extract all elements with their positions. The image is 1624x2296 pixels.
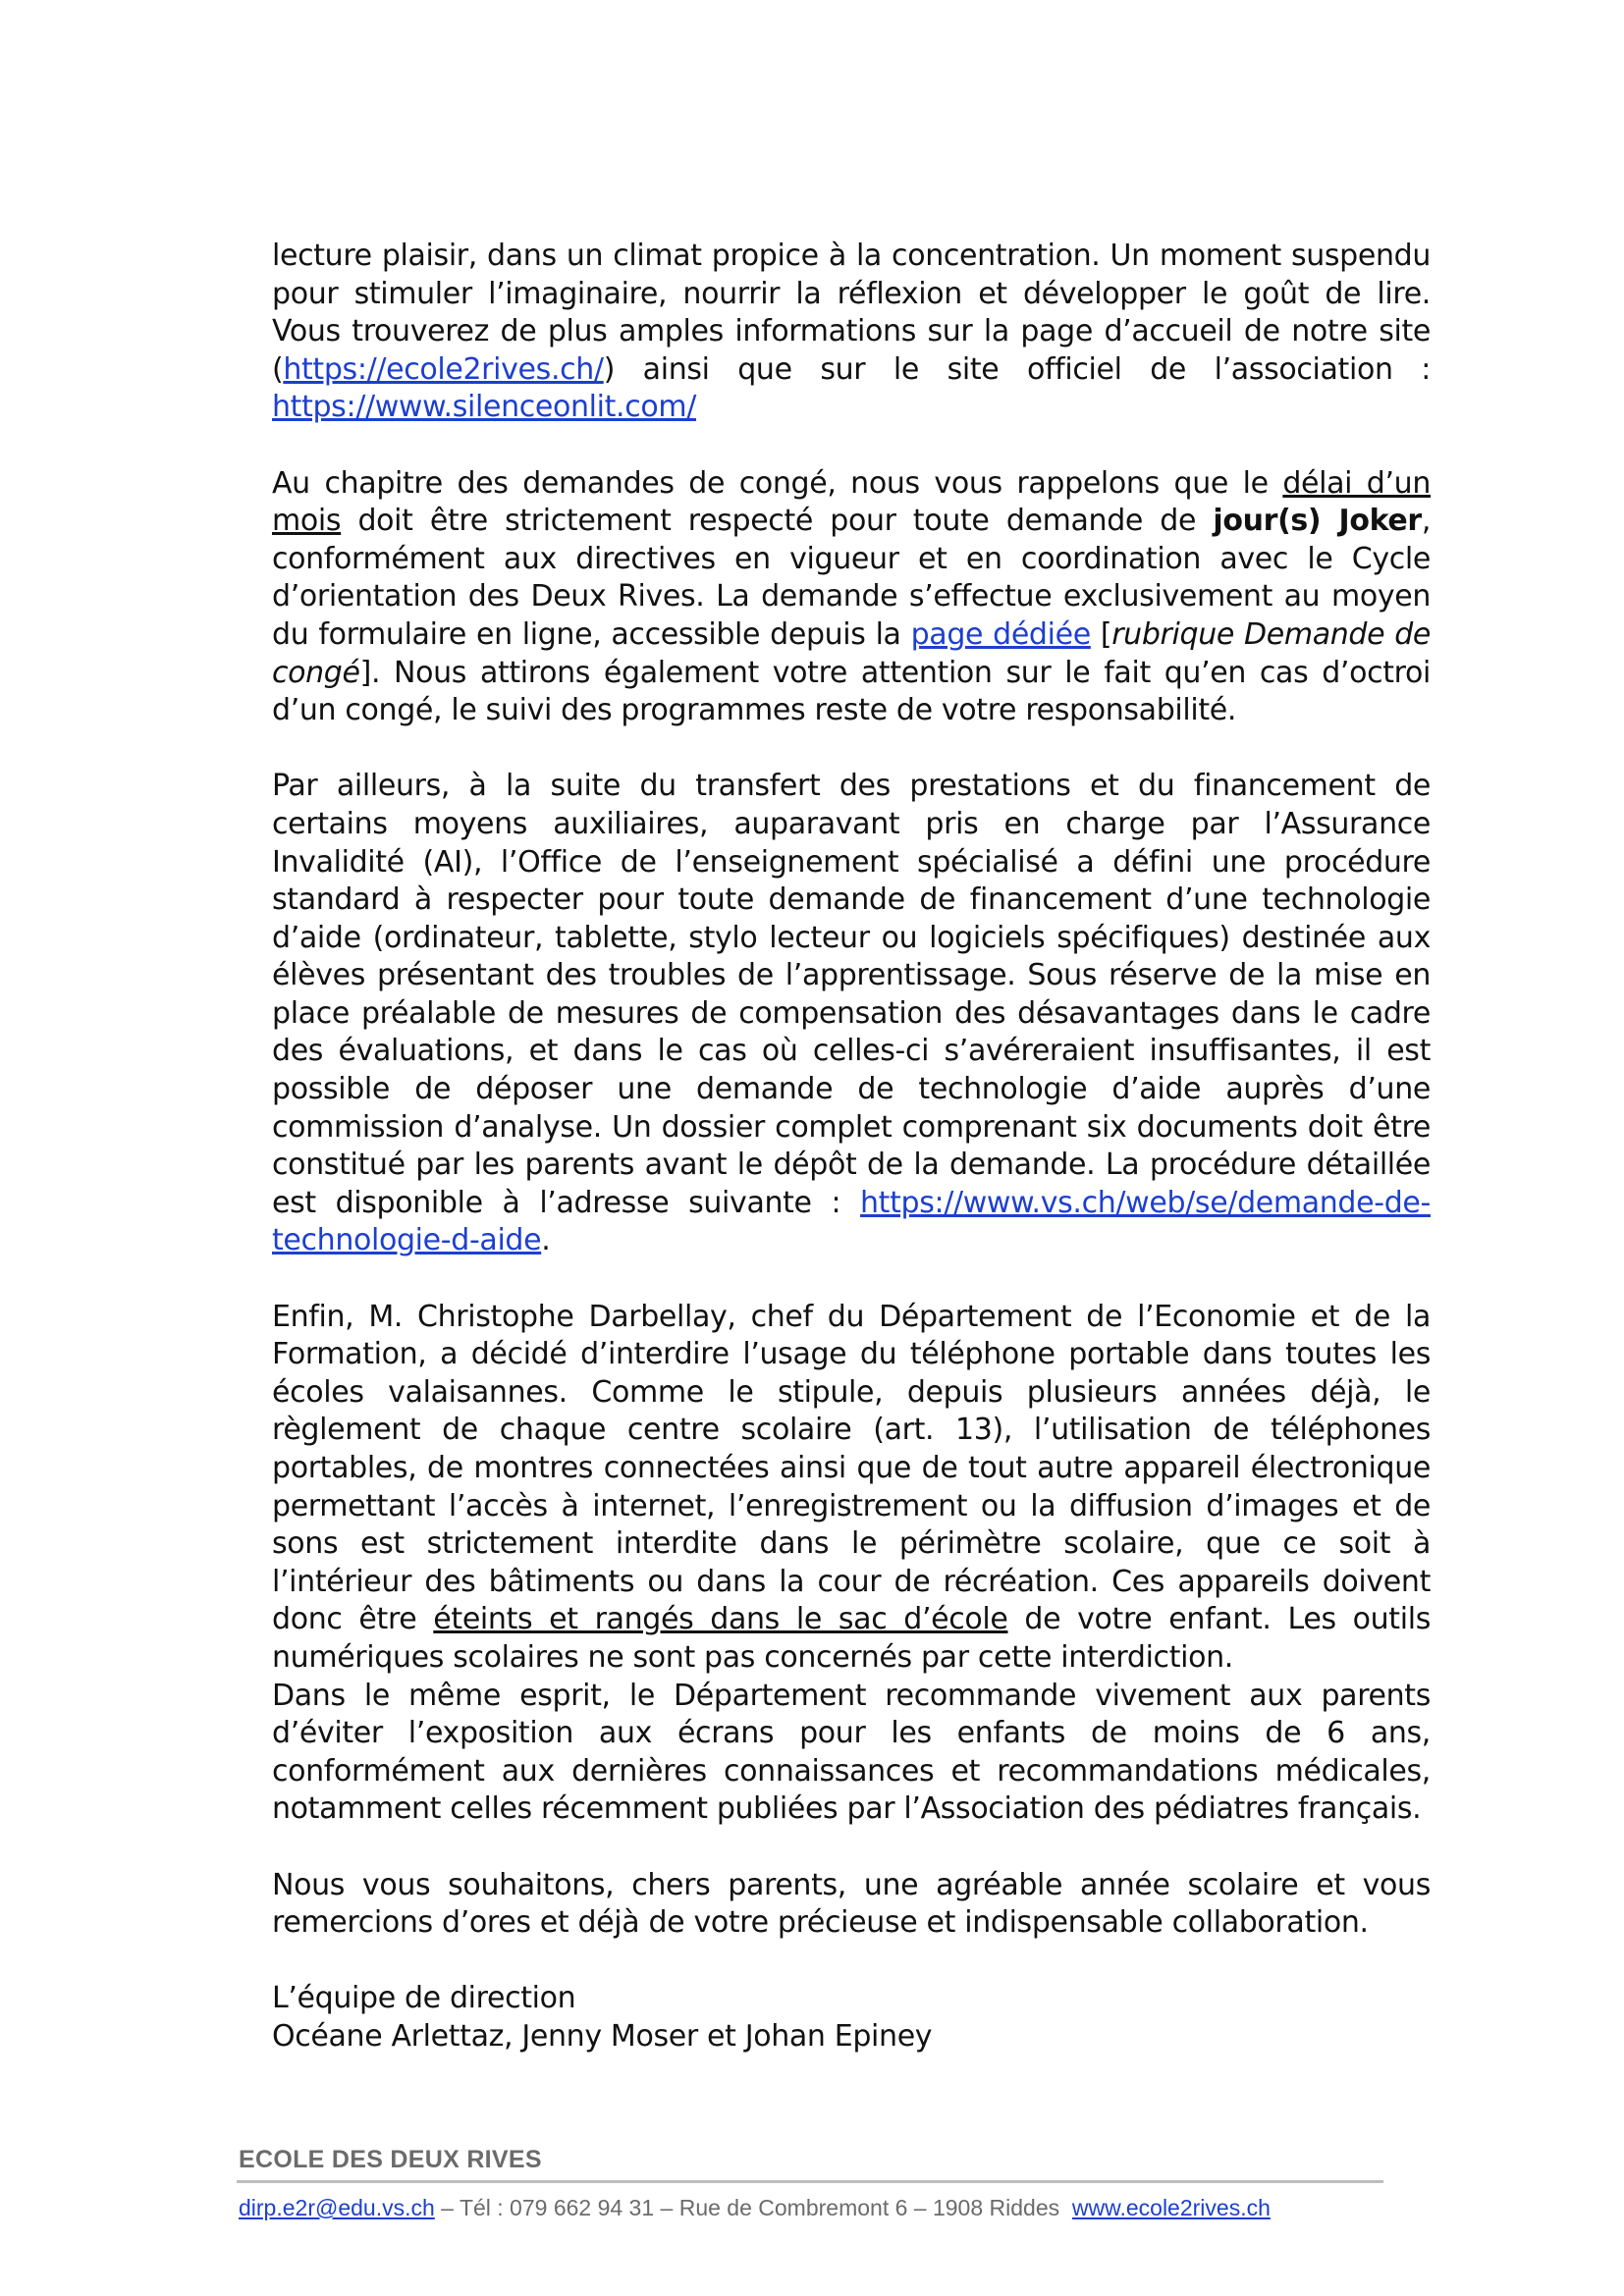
footer-school-name: ECOLE DES DEUX RIVES [239,2146,542,2173]
paragraph-text: , conformément aux directives en vigueur et en coordination avec le Cycle d’orientation des Deux Rives. La demande s’effectue exclusivement au moyen du formulaire en ligne, accessible depuis la [272,504,1432,652]
paragraph-text: Au chapitre des demandes de congé, nous vous rappelons que le [272,465,1283,501]
paragraph-text: [ [1090,616,1112,652]
paragraph-closing: Nous vous souhaitons, chers parents, une agréable année scolaire et vous remercions d’ores et déjà de votre précieuse et indispensable collaboration. [272,1867,1431,1941]
paragraph-phone-ban [272,1299,1431,1678]
delay-underlined-text: délai d’un mois [272,465,1431,539]
paragraph-text: ]. Nous attirons également votre attention sur le fait qu’en cas d’octroi d’un congé, le suivi des programmes reste de votre responsabilité. [272,655,1431,728]
paragraph-text: Enfin, M. Christophe Darbellay, chef du Département de l’Economie et de la Formation, a décidé d’interdire l’usage du téléphone portable dans toutes les écoles valaisannes. Comme le stipule, depuis plusieurs années déjà, le règlement de chaque centre scolaire (art. 13), l’utilisation de téléphones portables, de montres connectées ainsi que de tout autre appareil électronique permettant l’accès à internet, l’enregistrement ou la diffusion d’images et de sons est strictement interdite dans le périmètre scolaire, que ce soit à l’intérieur des bâtiments ou dans la cour de récréation. Ces appareils doivent donc être [272,1299,1431,1637]
vs-technology-link[interactable]: https://www.vs.ch/web/se/demande-de-technologie-d-aide [272,1185,1431,1258]
footer-contact-text: – Tél : 079 662 94 31 – Rue de Combremont 6 – 1908 Riddes [434,2195,1072,2220]
paragraph-text: . [541,1223,551,1258]
dedicated-page-link[interactable]: page dédiée [910,616,1091,652]
letter-body [272,238,1431,2056]
paragraph-screens: Dans le même esprit, le Département recommande vivement aux parents d’éviter l’exposition aux écrans pour les enfants de moins de 6 ans, conformément aux dernières connaissances et recommandations médicales, notamment celles récemment publiées par l’Association des pédiatres français. [272,1678,1431,1827]
paragraph-text: ) ainsi que sur le site officiel de l’association : [603,351,1431,387]
switched-off-underlined-text: éteints et rangés dans le sac d’école [433,1602,1008,1637]
paragraph-text: lecture plaisir, dans un climat propice à la concentration. Un moment suspendu pour stimuler l’imaginaire, nourrir la réflexion et développer le goût de lire. Vous trouverez de plus amples informations sur la page d’accueil de notre site ( [272,239,1431,387]
rubric-italic-text: rubrique Demande de congé [272,616,1431,690]
paragraph-reading [272,238,1431,427]
paragraph-assistive-technology [272,768,1431,1260]
joker-bold-text: jour(s) Joker [1213,504,1422,539]
paragraph-text: doit être strictement respecté pour toute demande de [341,504,1214,539]
ecole2rives-link[interactable]: https://ecole2rives.ch/ [283,351,604,387]
footer-contact [239,2195,1383,2221]
footer-website-link[interactable]: www.ecole2rives.ch [1071,2195,1271,2220]
paragraph-leave-requests [272,465,1431,730]
paragraph-text: Par ailleurs, à la suite du transfert des prestations et du financement de certains moyens auxiliaires, auparavant pris en charge par l’Assurance Invalidité (AI), l’Office de l’enseignement spécialisé a défini une procédure standard à respecter pour toute demande de financement d’une technologie d’aide (ordinateur, tablette, stylo lecteur ou logiciels spécifiques) destinée aux élèves présentant des troubles de l’apprentissage. Sous réserve de la mise en place préalable de mesures de compensation des désavantages dans le cadre des évaluations, et dans le cas où celles-ci s’avéreraient insuffisantes, il est possible de déposer une demande de technologie d’aide auprès d’une commission d’analyse. Un dossier complet comprenant six documents doit être constitué par les parents avant le dépôt de la demande. La procédure détaillée est disponible à l’adresse suivante : [272,769,1431,1220]
paragraph-text: de votre enfant. Les outils numériques scolaires ne sont pas concernés par cette interdiction. [272,1602,1431,1675]
silenceonlit-link[interactable]: https://www.silenceonlit.com/ [272,390,697,425]
signature-names: Océane Arlettaz, Jenny Moser et Johan Epiney [272,2018,933,2054]
footer-divider [237,2180,1383,2183]
footer-email-link[interactable]: dirp.e2r@edu.vs.ch [239,2195,435,2220]
signature-team: L’équipe de direction [272,1981,576,2016]
